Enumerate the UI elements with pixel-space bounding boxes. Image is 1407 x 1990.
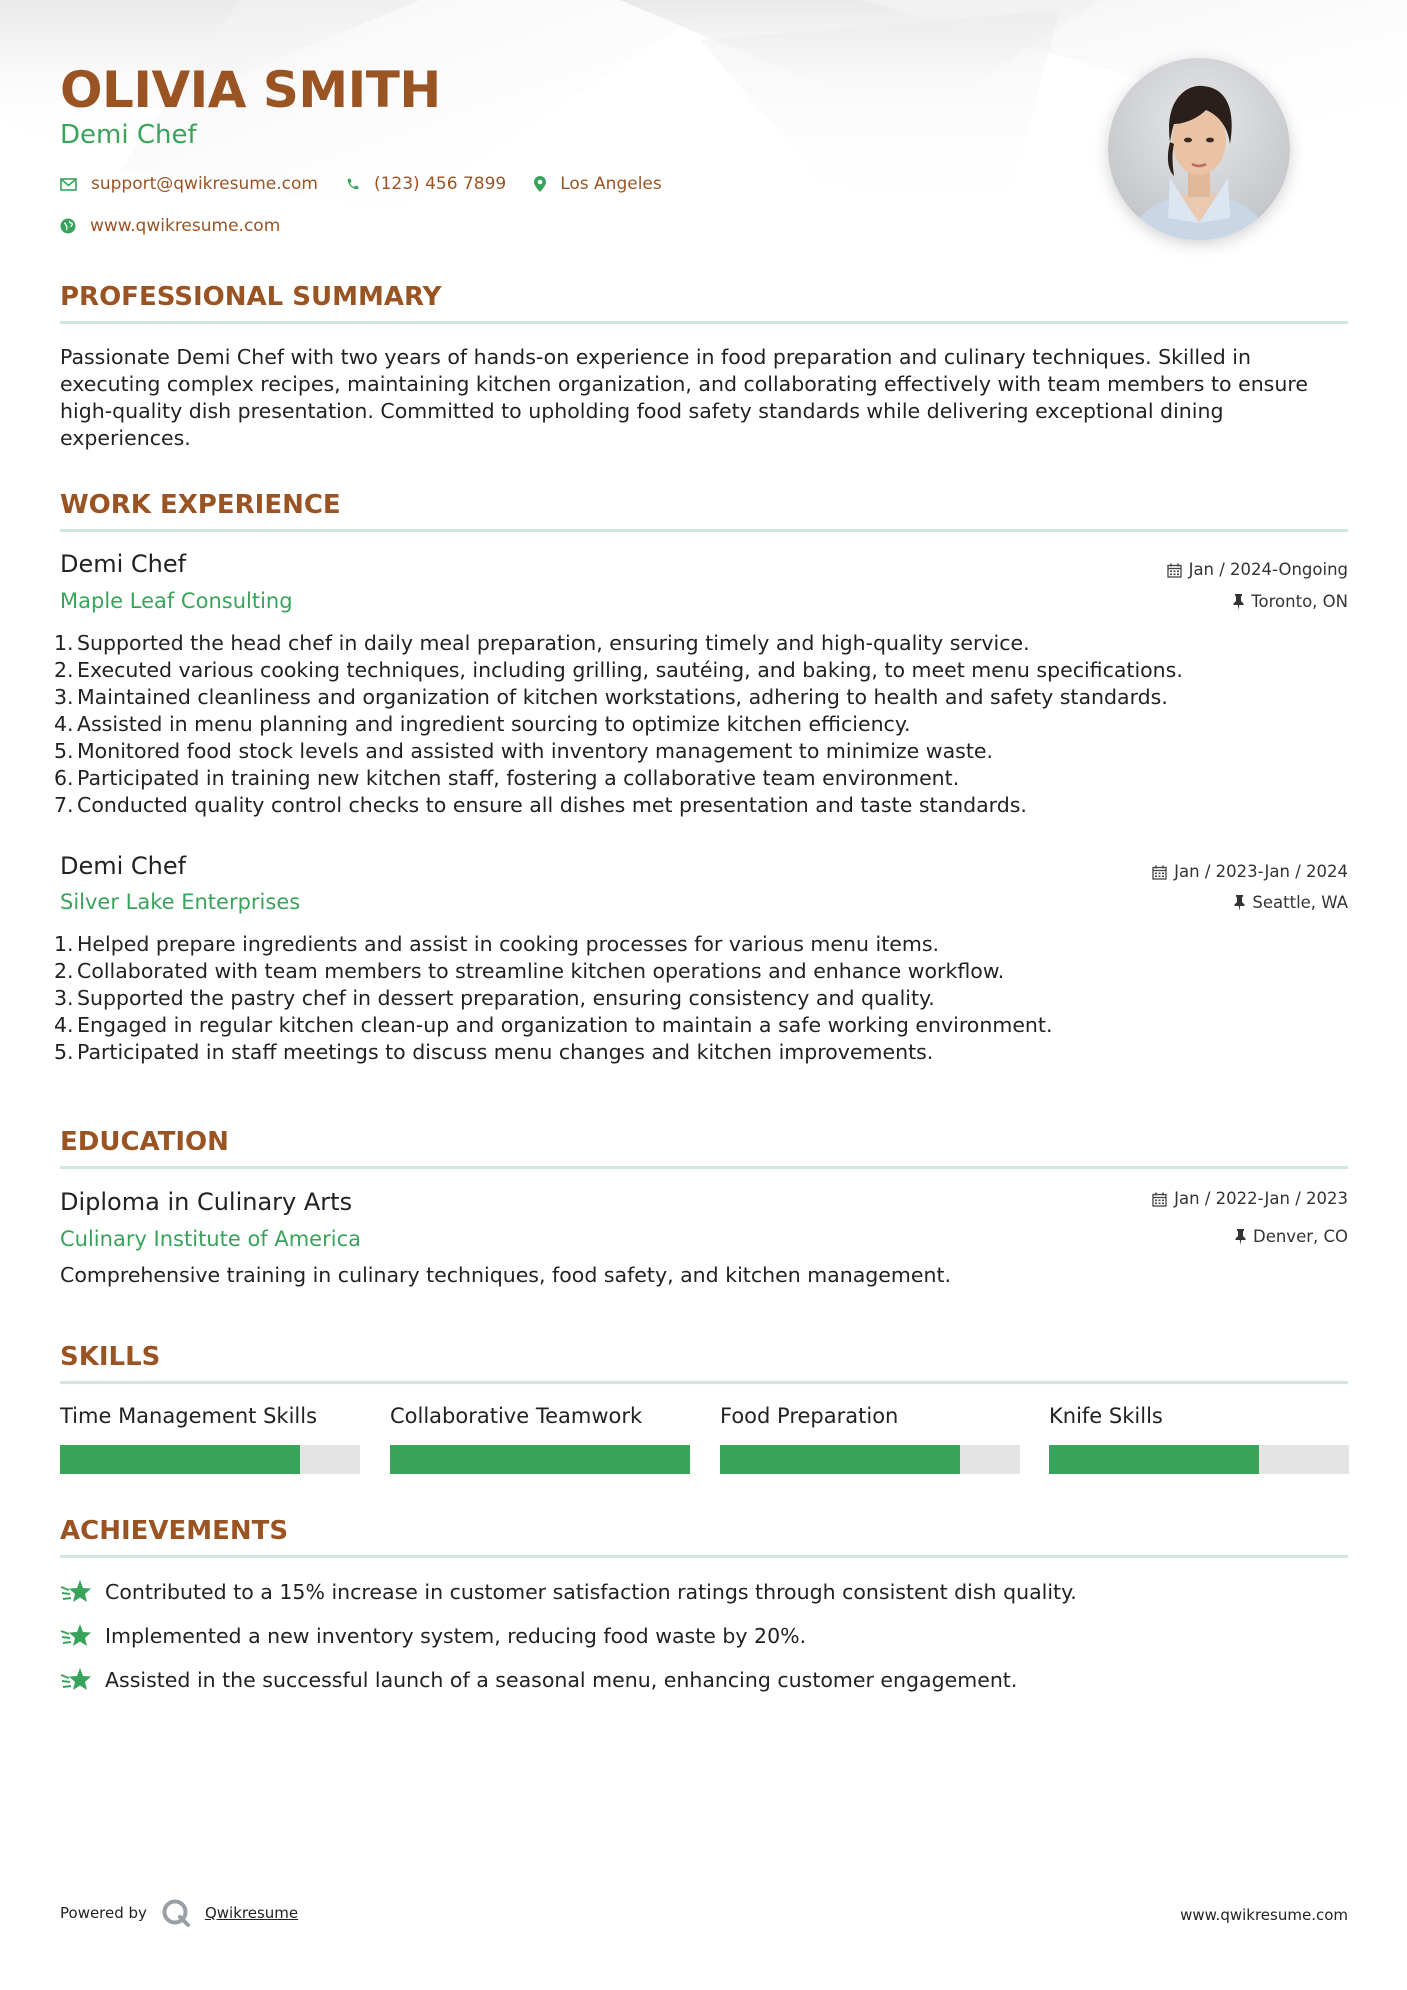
list-item: 4. Assisted in menu planning and ingredient sourcing to optimize kitchen efficiency.	[54, 712, 911, 736]
achievement-text: Implemented a new inventory system, reducing food waste by 20%.	[105, 1624, 807, 1648]
skill-bar-fill	[60, 1445, 300, 1474]
education-divider	[60, 1166, 1348, 1169]
profile-photo	[1108, 58, 1290, 240]
skill-item	[720, 1403, 1020, 1429]
list-item: 6. Participated in training new kitchen staff, fostering a collaborative team environment.	[54, 766, 960, 790]
education-location	[1235, 1227, 1348, 1247]
achievement-item	[60, 1666, 1017, 1694]
calendar-icon	[1152, 1192, 1167, 1207]
skill-bar-fill	[1049, 1445, 1259, 1474]
pushpin-icon	[1235, 1229, 1246, 1245]
job-1-title: Demi Chef	[60, 550, 187, 578]
shooting-star-icon	[60, 1666, 92, 1694]
job-1-bullets	[54, 630, 1348, 819]
job-1-date	[1167, 560, 1348, 580]
job-2-location-text: Seattle, WA	[1252, 893, 1348, 912]
list-item: 1. Supported the head chef in daily meal preparation, ensuring timely and high-quality service.	[54, 631, 1030, 655]
candidate-role: Demi Chef	[60, 120, 197, 150]
education-location-text: Denver, CO	[1252, 1227, 1348, 1246]
skill-label: Collaborative Teamwork	[390, 1404, 643, 1428]
contact-location	[534, 174, 662, 194]
pushpin-icon	[1233, 594, 1244, 610]
job-1-location-text: Toronto, ON	[1251, 592, 1348, 611]
calendar-icon	[1167, 563, 1182, 578]
envelope-icon	[60, 178, 77, 191]
skill-bar-track	[60, 1445, 360, 1474]
contact-email[interactable]	[60, 174, 318, 194]
education-heading: EDUCATION	[60, 1127, 229, 1157]
education-school: Culinary Institute of America	[60, 1227, 361, 1251]
powered-by-text: Powered by	[60, 1904, 147, 1922]
education-date	[1152, 1189, 1348, 1209]
achievements-heading: ACHIEVEMENTS	[60, 1516, 289, 1546]
list-item: 3. Maintained cleanliness and organization of kitchen workstations, adhering to health and safety standards.	[54, 685, 1168, 709]
education-date-text: Jan / 2022-Jan / 2023	[1174, 1189, 1348, 1208]
contact-phone[interactable]	[346, 174, 506, 194]
job-2-company: Silver Lake Enterprises	[60, 890, 301, 914]
contact-row-1	[60, 174, 690, 194]
achievement-item	[60, 1578, 1077, 1606]
job-2-location	[1234, 893, 1348, 913]
job-1-date-text: Jan / 2024-Ongoing	[1188, 560, 1348, 579]
skill-bar-track	[390, 1445, 690, 1474]
list-item: 2. Executed various cooking techniques, including grilling, sautéing, and baking, to meet menu specifications.	[54, 658, 1183, 682]
skill-bar-fill	[390, 1445, 690, 1474]
phone-text: (123) 456 7899	[373, 174, 507, 194]
map-pin-icon	[534, 176, 546, 192]
summary-divider	[60, 321, 1348, 324]
experience-divider	[60, 529, 1348, 532]
skill-item	[60, 1403, 360, 1429]
qwikresume-logo-icon	[161, 1898, 191, 1928]
job-2-date-text: Jan / 2023-Jan / 2024	[1174, 862, 1348, 881]
qwikresume-link[interactable]: Qwikresume	[204, 1904, 299, 1922]
job-2-bullets	[54, 931, 1348, 1066]
achievement-text: Assisted in the successful launch of a seasonal menu, enhancing customer engagement.	[105, 1668, 1018, 1692]
skills-divider	[60, 1381, 1348, 1384]
job-1-location	[1233, 592, 1348, 612]
list-item: 1. Helped prepare ingredients and assist in cooking processes for various menu items.	[54, 932, 940, 956]
portrait-image	[1108, 58, 1290, 240]
pushpin-icon	[1234, 895, 1245, 911]
job-2-title: Demi Chef	[60, 852, 187, 880]
skill-item	[390, 1403, 690, 1429]
list-item: 5. Monitored food stock levels and assisted with inventory management to minimize waste.	[54, 739, 993, 763]
candidate-name: OLIVIA SMITH	[60, 61, 441, 119]
skill-label: Knife Skills	[1049, 1404, 1163, 1428]
skill-bar-fill	[720, 1445, 960, 1474]
summary-text: Passionate Demi Chef with two years of hands-on experience in food preparation and culinary techniques. Skilled in executing complex recipes, maintaining kitchen organization, and collaborating effectively with team members to ensure high-quality dish presentation. Committed to upholding food safety standards while delivering exceptional dining experiences.	[60, 345, 1308, 450]
skill-bar-track	[720, 1445, 1020, 1474]
calendar-icon	[1152, 865, 1167, 880]
shooting-star-icon	[60, 1578, 92, 1606]
globe-icon	[60, 218, 76, 234]
contact-row-2	[60, 216, 308, 236]
list-item: 7. Conducted quality control checks to ensure all dishes met presentation and taste standards.	[54, 793, 1027, 817]
skill-label: Time Management Skills	[60, 1404, 318, 1428]
education-degree: Diploma in Culinary Arts	[60, 1188, 353, 1216]
phone-icon	[346, 177, 360, 191]
skill-label: Food Preparation	[720, 1404, 899, 1428]
job-2-date	[1152, 862, 1348, 882]
achievements-divider	[60, 1555, 1348, 1558]
location-text: Los Angeles	[560, 174, 662, 194]
contact-website[interactable]	[60, 216, 280, 236]
achievement-text: Contributed to a 15% increase in customer satisfaction ratings through consistent dish quality.	[105, 1580, 1077, 1604]
list-item: 5. Participated in staff meetings to discuss menu changes and kitchen improvements.	[54, 1040, 934, 1064]
summary-heading: PROFESSIONAL SUMMARY	[60, 282, 442, 312]
shooting-star-icon	[60, 1622, 92, 1650]
skills-heading: SKILLS	[60, 1342, 161, 1372]
education-description: Comprehensive training in culinary techniques, food safety, and kitchen management.	[60, 1263, 952, 1287]
list-item: 4. Engaged in regular kitchen clean-up and organization to maintain a safe working environment.	[54, 1013, 1053, 1037]
email-text: support@qwikresume.com	[91, 174, 318, 194]
footer-url[interactable]: www.qwikresume.com	[1180, 1906, 1348, 1924]
footer-powered-by	[60, 1898, 298, 1928]
website-text: www.qwikresume.com	[90, 216, 281, 236]
skill-item	[1049, 1403, 1349, 1429]
skill-bar-track	[1049, 1445, 1349, 1474]
achievement-item	[60, 1622, 806, 1650]
experience-heading: WORK EXPERIENCE	[60, 490, 341, 520]
list-item: 2. Collaborated with team members to streamline kitchen operations and enhance workflow.	[54, 959, 1005, 983]
list-item: 3. Supported the pastry chef in dessert preparation, ensuring consistency and quality.	[54, 986, 935, 1010]
job-1-company: Maple Leaf Consulting	[60, 589, 293, 613]
